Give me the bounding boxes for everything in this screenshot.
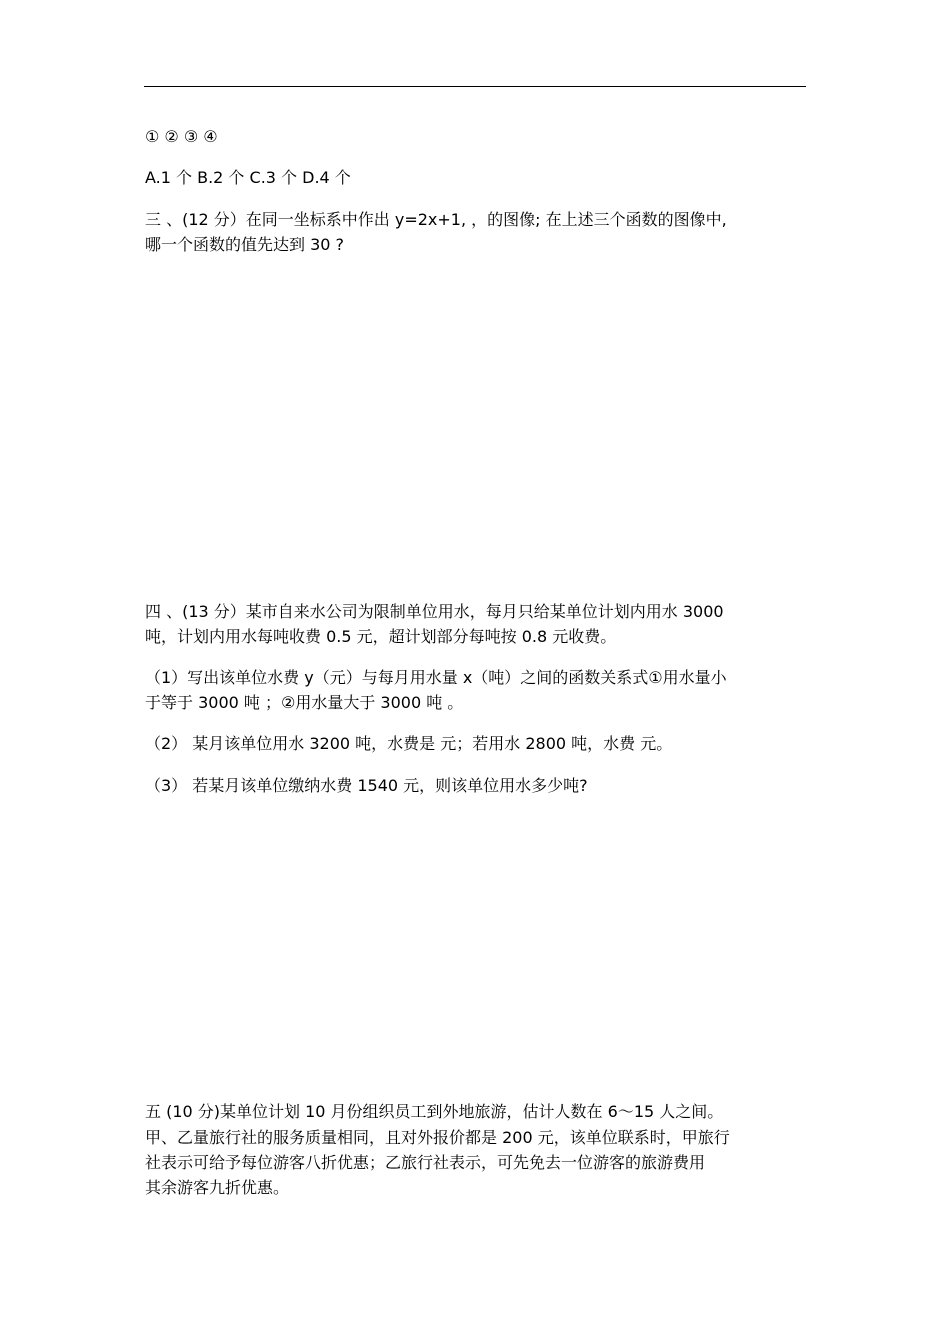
question-4-part-2: （2） 某月该单位用水 3200 吨，水费是 元；若用水 2800 吨，水费 元。 [145,734,673,753]
question-4-line-2: 吨，计划内用水每吨收费 0.5 元，超计划部分每吨按 0.8 元收费。 [145,627,617,646]
question-3-line-2: 哪一个函数的值先达到 30 ? [145,235,345,254]
question-5-line-1: 五 (10 分)某单位计划 10 月份组织员工到外地旅游，估计人数在 6～15 人之间。 [145,1102,724,1121]
question-5-line-2: 甲、乙量旅行社的服务质量相同，且对外报价都是 200 元，该单位联系时，甲旅行 [145,1128,730,1147]
question-4-part-1-line-1: （1）写出该单位水费 y（元）与每月用水量 x（吨）之间的函数关系式①用水量小 [145,668,727,687]
question-5-line-3: 社表示可给予每位游客八折优惠；乙旅行社表示，可先免去一位游客的旅游费用 [145,1153,706,1172]
question-4-part-1-line-2: 于等于 3000 吨 ；②用水量大于 3000 吨 。 [145,693,464,712]
header-rule [144,86,806,87]
question-4-part-3: （3） 若某月该单位缴纳水费 1540 元，则该单位用水多少吨? [145,776,588,795]
question-4-line-1: 四 、(13 分）某市自来水公司为限制单位用水，每月只给某单位计划内用水 3000 [145,602,724,621]
options-symbols: ① ② ③ ④ [145,127,218,146]
question-5-line-4: 其余游客九折优惠。 [145,1178,290,1197]
options-answers: A.1 个 B.2 个 C.3 个 D.4 个 [145,168,351,187]
question-3-line-1: 三 、(12 分）在同一坐标系中作出 y=2x+1, ，的图像; 在上述三个函数的图像中, [145,210,727,229]
